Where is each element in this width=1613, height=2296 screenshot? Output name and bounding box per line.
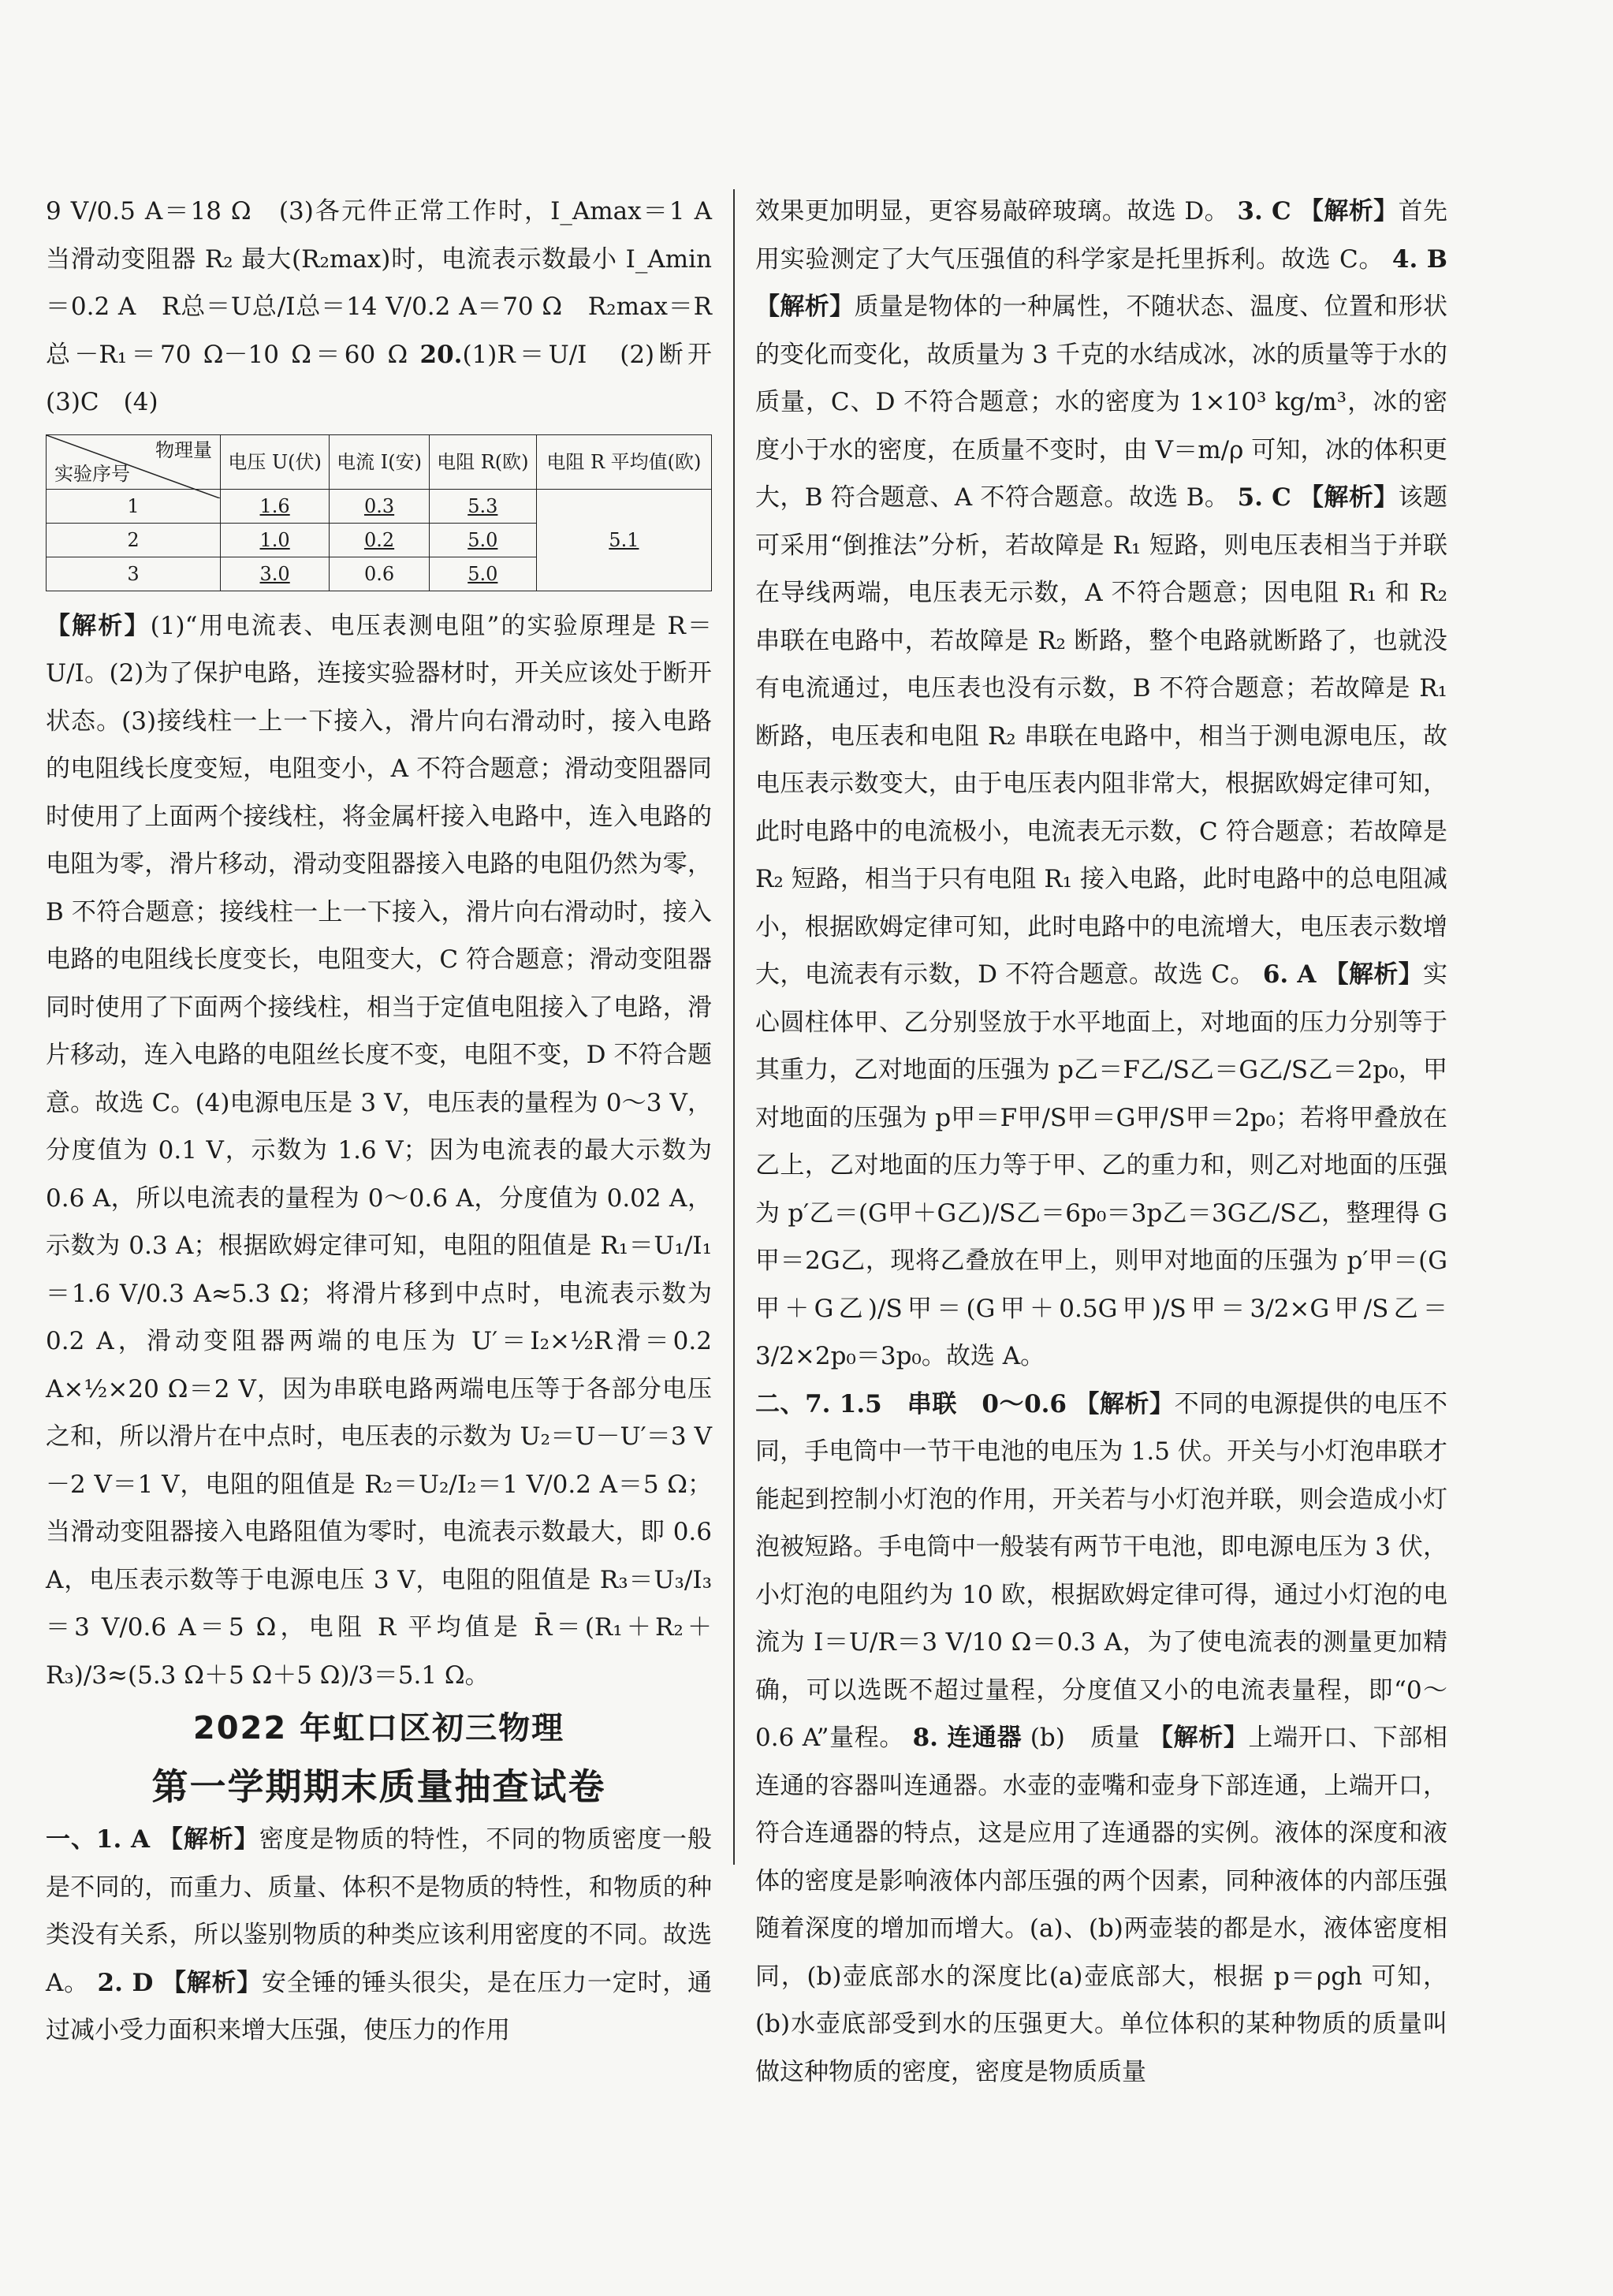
row-number: 3 [47,557,221,591]
answer-paragraph-19 [46,188,737,427]
question-8-blanks: (b) 质量 [1030,1724,1141,1752]
row-number: 2 [47,523,221,557]
voltage-cell: 1.6 [221,489,330,523]
exam-title-line-2: 第一学期期末质量抽查试卷 [151,1765,606,1808]
left-column [46,188,737,2055]
analysis-20-text: (1)“用电流表、电压表测电阻”的实验原理是 R＝U/I。(2)为了保护电路，连接实验器材时，开关应该处于断开状态。(3)接线柱一上一下接入，滑片向右滑动时，接入电路的电阻线长度变短，电阻变小，A 不符合题意；滑动变阻器同时使用了上面两个接线柱，将金属杆接入电路中，连入电路的电阻为零，滑片移动，滑动变阻器接入电路的电阻仍然为零，B 不符合题意；接线柱一上一下接入，滑片向右滑动时，接入电路的电阻线长度变长，电阻变大，C 符合题意；滑动变阻器同时使用了下面两个接线柱，相当于定值电阻接入了电路，滑片移动，连入电路的电阻丝长度不变，电阻不变，D 不符合题意。故选 C。(4)电源电压是 3 V，电压表的量程为 0～3 V，分度值为 0.1 V，示数为 1.6 V；因为电流表的最大示数为 0.6 A，所以电流表的量程为 0～0.6 A，分度值为 0.02 A，示数为 0.3 A；根据欧姆定律可知，电阻的阻值是 R₁＝U₁/I₁＝1.6 V/0.3 A≈5.3 Ω；将滑片移到中点时，电流表示数为 0.2 A，滑动变阻器两端的电压为 U′＝I₂×½R滑＝0.2 A×½×20 Ω＝2 V，因为串联电路两端电压等于各部分电压之和，所以滑片在中点时，电压表的示数为 U₂＝U－U′＝3 V－2 V＝1 V，电阻的阻值是 R₂＝U₂/I₂＝1 V/0.2 A＝5 Ω；当滑动变阻器接入电路阻值为零时，电流表示数最大，即 0.6 A，电压表示数等于电源电压 3 V，电阻的阻值是 R₃＝U₃/I₃＝3 V/0.6 A＝5 Ω，电阻 R 平均值是 R̄＝(R₁＋R₂＋R₃)/3≈(5.3 Ω＋5 Ω＋5 Ω)/3＝5.1 Ω。 [46,611,712,1690]
analysis-5-text: 该题可采用“倒推法”分析，若故障是 R₁ 短路，则电压表相当于并联在导线两端，电压表无示数，A 不符合题意；因电阻 R₁ 和 R₂ 串联在电路中，若故障是 R₂ 断路，整个电路就断路了，也就没有电流通过，电压表也没有示数，B 不符合题意；若故障是 R₁ 断路，电压表和电阻 R₂ 串联在电路中，相当于测电源电压，故电压表示数变大，由于电压表内阻非常大，根据欧姆定律可知，此时电路中的电流极小，电流表无示数，C 符合题意；若故障是 R₂ 短路，相当于只有电阻 R₁ 接入电路，此时电路中的总电阻减小，根据欧姆定律可知，此时电路中的电流增大，电压表示数增大，电流表有示数，D 不符合题意。故选 C。 [755,483,1447,989]
answer-20-text: (1)R＝U/I (2)断开 (3)C (4) [46,340,737,416]
analysis-label: 【解析】 [158,1825,259,1854]
header-voltage: 电压 U(伏) [221,434,330,489]
analysis-label: 【解析】 [1148,1724,1249,1752]
question-6-answer: 6. A [1262,960,1317,989]
voltage-cell: 1.0 [221,523,330,557]
right-column [755,188,1447,2096]
column-divider [733,189,735,1865]
current-cell: 0.3 [330,489,430,523]
analysis-label: 【解析】 [1075,1389,1175,1418]
analysis-label: 【解析】 [161,1968,263,1997]
analysis-paragraph-20 [46,602,712,1700]
header-current: 电流 I(安) [330,434,430,489]
experiment-table [46,434,712,591]
exam-title-line-1: 2022 年虹口区初三物理 [192,1710,565,1746]
question-5-answer: 5. C [1237,483,1291,512]
analysis-label: 【解析】 [1298,197,1399,226]
analysis-3-text: 首先用实验测定了大气压强值的科学家是托里拆利。故选 C。 [755,197,1448,274]
question-7-answer: 二、7. 1.5 串联 0～0.6 [755,1389,1067,1418]
analysis-label: 【解析】 [1299,483,1399,512]
voltage-cell: 3.0 [221,557,330,591]
answer-paragraph-7-8 [755,1381,1447,2097]
analysis-1-text: 密度是物质的特性，不同的物质密度一般是不同的，而重力、质量、体积不是物质的特性，和物质的种类没有关系，所以鉴别物质的种类应该利用密度的不同。故选 A。 [46,1825,712,1997]
analysis-8-text: 上端开口、下部相连通的容器叫连通器。水壶的壶嘴和壶身下部连通，上端开口，符合连通器的特点，这是应用了连通器的实例。液体的深度和液体的密度是影响液体内部压强的两个因素，同种液体的内部压强随着深度的增加而增大。(a)、(b)两壶装的都是水，液体密度相同，(b)壶底部水的深度比(a)壶底部大，根据 p＝ρgh 可知，(b)水壶底部受到水的压强更大。单位体积的某种物质的质量叫做这种物质的密度，密度是物质质量 [755,1724,1447,2086]
header-average-resistance: 电阻 R 平均值(欧) [536,434,711,489]
answer-paragraph-1-2 [46,1816,712,2055]
question-2-answer: 2. D [97,1968,154,1997]
resistance-cell: 5.0 [429,557,536,591]
question-8-answer: 8. 连通器 [912,1724,1023,1752]
resistance-cell: 5.3 [429,489,536,523]
analysis-2-continued: 效果更加明显，更容易敲碎玻璃。故选 D。 [755,197,1230,226]
row-number: 1 [47,489,221,523]
analysis-7-text: 不同的电源提供的电压不同，手电筒中一节干电池的电压为 1.5 伏。开关与小灯泡串联才能起到控制小灯泡的作用，开关若与小灯泡并联，则会造成小灯泡被短路。手电筒中一般装有两节干电池，即电源电压为 3 伏，小灯泡的电阻约为 10 欧，根据欧姆定律可得，通过小灯泡的电流为 I＝U/R＝3 V/10 Ω＝0.3 A，为了使电流表的测量更加精确，可以选既不超过量程，分度值又小的电流表量程，即“0～0.6 A”量程。 [755,1389,1448,1752]
answer-paragraph-right [755,188,1447,1381]
average-resistance-cell: 5.1 [536,489,711,591]
analysis-label: 【解析】 [1324,960,1424,989]
analysis-2-text: 安全锤的锤头很尖，是在压力一定时，通过减小受力面积来增大压强，使压力的作用 [46,1968,713,2044]
question-4-answer: 4. B [1391,244,1448,274]
analysis-label: 【解析】 [46,611,151,640]
question-1-answer: 一、1. A [46,1825,151,1854]
table-corner-cell [47,434,221,489]
table-header-row [47,434,712,489]
analysis-label: 【解析】 [755,293,855,321]
question-3-answer: 3. C [1237,197,1291,226]
corner-bottom-label: 实验序号 [54,462,130,485]
question-number-20: 20. [419,340,463,369]
current-cell: 0.6 [330,557,430,591]
current-cell: 0.2 [330,523,430,557]
resistance-cell: 5.0 [429,523,536,557]
analysis-4-text: 质量是物体的一种属性，不随状态、温度、位置和形状的变化而变化，故质量为 3 千克的水结成冰，冰的质量等于水的质量，C、D 不符合题意；水的密度为 1×10³ kg/m³，冰的密度小于水的密度，在质量不变时，由 V＝m/ρ 可知，冰的体积更大，B 符合题意、A 不符合题意。故选 B。 [755,293,1448,512]
corner-top-label: 物理量 [155,438,212,461]
analysis-6-text: 实心圆柱体甲、乙分别竖放于水平地面上，对地面的压力分别等于其重力，乙对地面的压强为 p乙＝F乙/S乙＝G乙/S乙＝2p₀，甲对地面的压强为 p甲＝F甲/S甲＝G甲/S甲＝2p₀；若将甲叠放在乙上，乙对地面的压力等于甲、乙的重力和，则乙对地面的压强为 p′乙＝(G甲＋G乙)/S乙＝6p₀＝3p乙＝3G乙/S乙，整理得 G甲＝2G乙，现将乙叠放在甲上，则甲对地面的压强为 p′甲＝(G甲＋G乙)/S甲＝(G甲＋0.5G甲)/S甲＝3/2×G甲/S乙＝3/2×2p₀＝3p₀。故选 A。 [755,960,1448,1370]
answer-19-text: 9 V/0.5 A＝18 Ω (3)各元件正常工作时，I_Amax＝1 A 当滑动变阻器 R₂ 最大(R₂max)时，电流表示数最小 I_Amin＝0.2 A R总＝U总/I总＝14 V/0.2 A＝70 Ω R₂max＝R总－R₁＝70 Ω－10 Ω＝60 Ω [46,197,736,369]
header-resistance: 电阻 R(欧) [429,434,536,489]
